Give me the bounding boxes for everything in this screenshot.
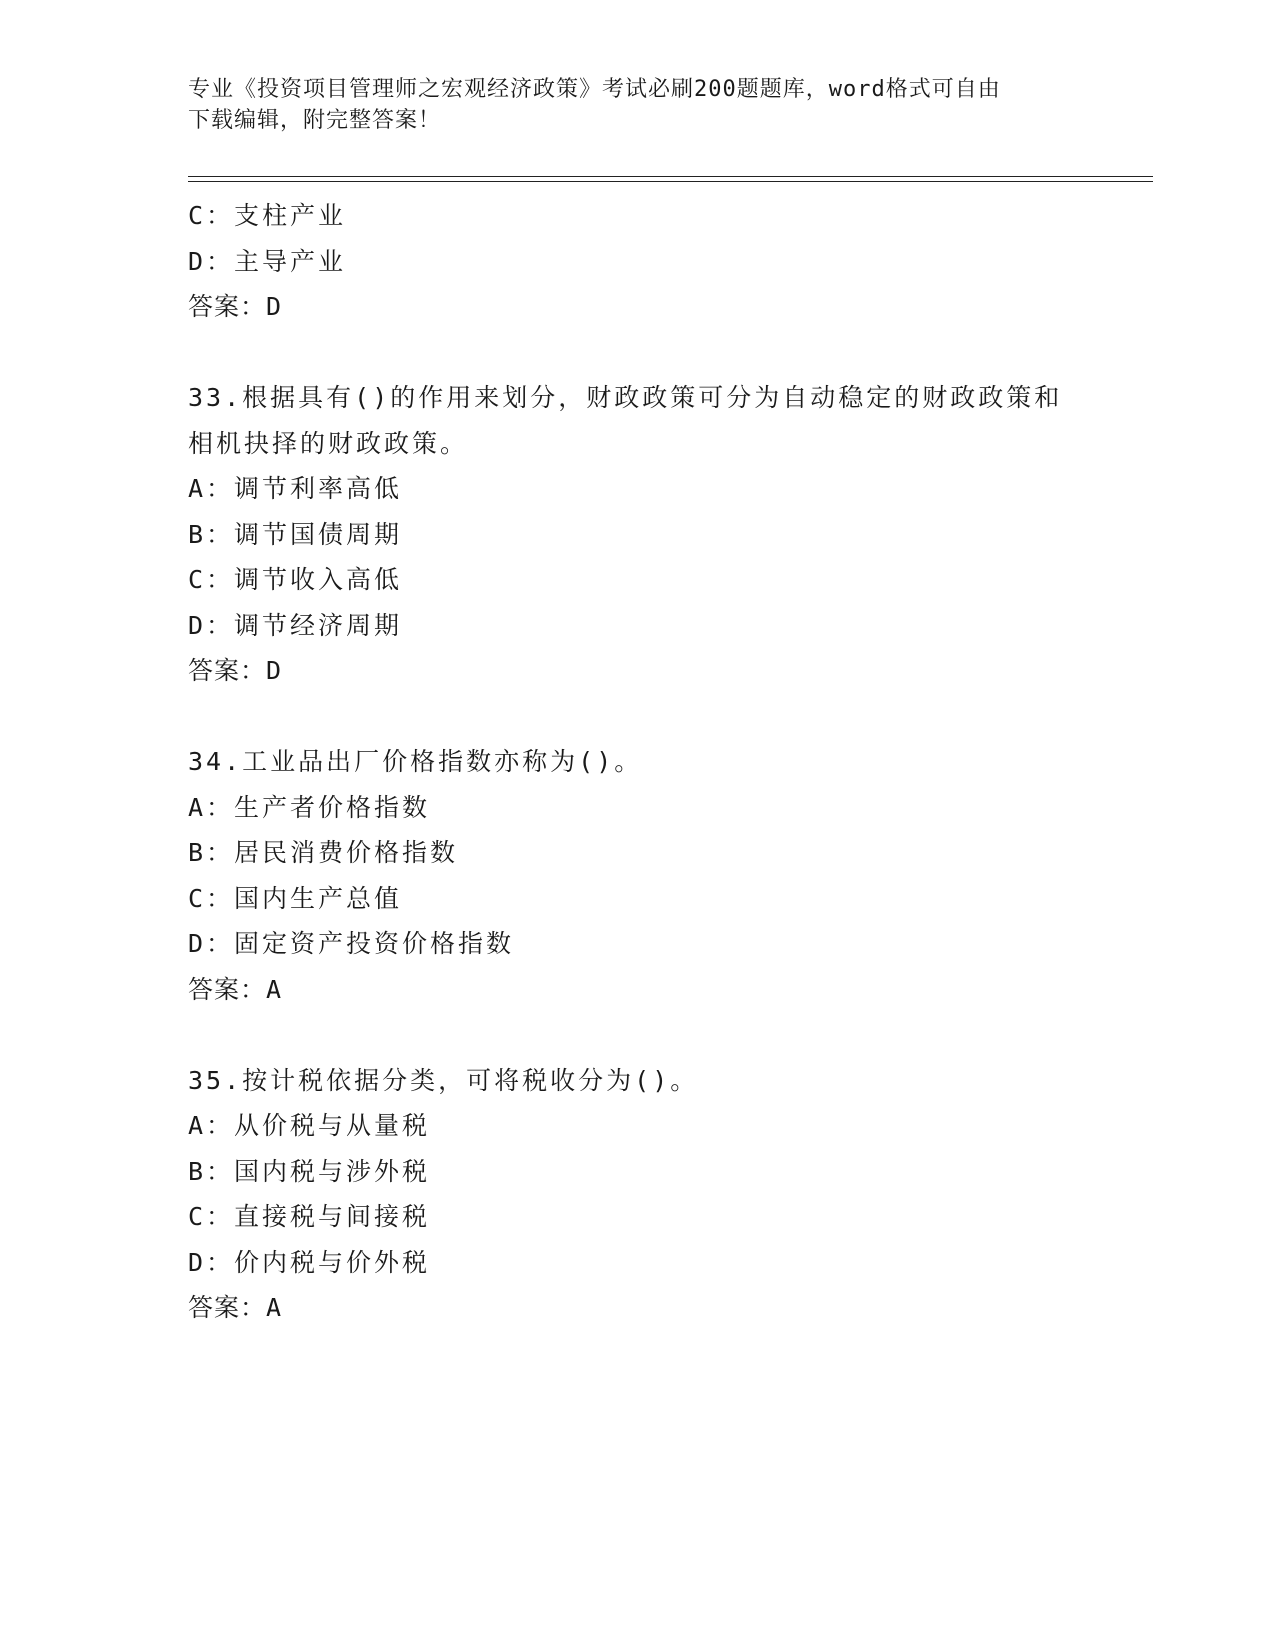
header-divider-bottom: [188, 181, 1153, 182]
question-34: [188, 739, 1148, 1012]
option-b: B：调节国债周期: [188, 519, 403, 549]
option-d: D：价内税与价外税: [188, 1247, 431, 1277]
question-stem: 34.工业品出厂价格指数亦称为()。: [188, 747, 643, 776]
answer: 答案：D: [188, 292, 283, 321]
question-stem: 35.按计税依据分类，可将税收分为()。: [188, 1065, 699, 1095]
header-line-2: 下载编辑，附完整答案！: [188, 108, 442, 133]
header-line-1: 专业《投资项目管理师之宏观经济政策》考试必刷200题题库，word格式可自由: [188, 77, 1001, 102]
option-b: B：国内税与涉外税: [188, 1156, 431, 1186]
spacer: [188, 330, 1148, 376]
header-divider-top: [188, 176, 1153, 177]
document-header: [188, 74, 1088, 136]
spacer: [188, 1012, 1148, 1058]
option-d: D：主导产业: [188, 246, 347, 276]
question-stem-continued: 相机抉择的财政政策。: [188, 428, 469, 458]
option-c: C：调节收入高低: [188, 565, 403, 594]
option-a: A：生产者价格指数: [188, 792, 431, 822]
previous-question-tail: [188, 193, 1148, 330]
option-d: D：固定资产投资价格指数: [188, 929, 515, 958]
answer: 答案：A: [188, 1293, 283, 1322]
option-a: A：从价税与从量税: [188, 1111, 431, 1140]
question-list: [188, 193, 1148, 1331]
question-stem: 33.根据具有()的作用来划分，财政政策可分为自动稳定的财政政策和: [188, 383, 1063, 412]
answer: 答案：A: [188, 974, 283, 1004]
option-c: C：支柱产业: [188, 201, 347, 230]
option-b: B：居民消费价格指数: [188, 838, 459, 867]
option-c: C：国内生产总值: [188, 883, 403, 913]
option-a: A：调节利率高低: [188, 474, 403, 503]
question-33: [188, 375, 1148, 694]
answer: 答案：D: [188, 656, 283, 685]
option-d: D：调节经济周期: [188, 610, 403, 640]
option-c: C：直接税与间接税: [188, 1202, 431, 1231]
question-35: [188, 1058, 1148, 1331]
spacer: [188, 694, 1148, 740]
